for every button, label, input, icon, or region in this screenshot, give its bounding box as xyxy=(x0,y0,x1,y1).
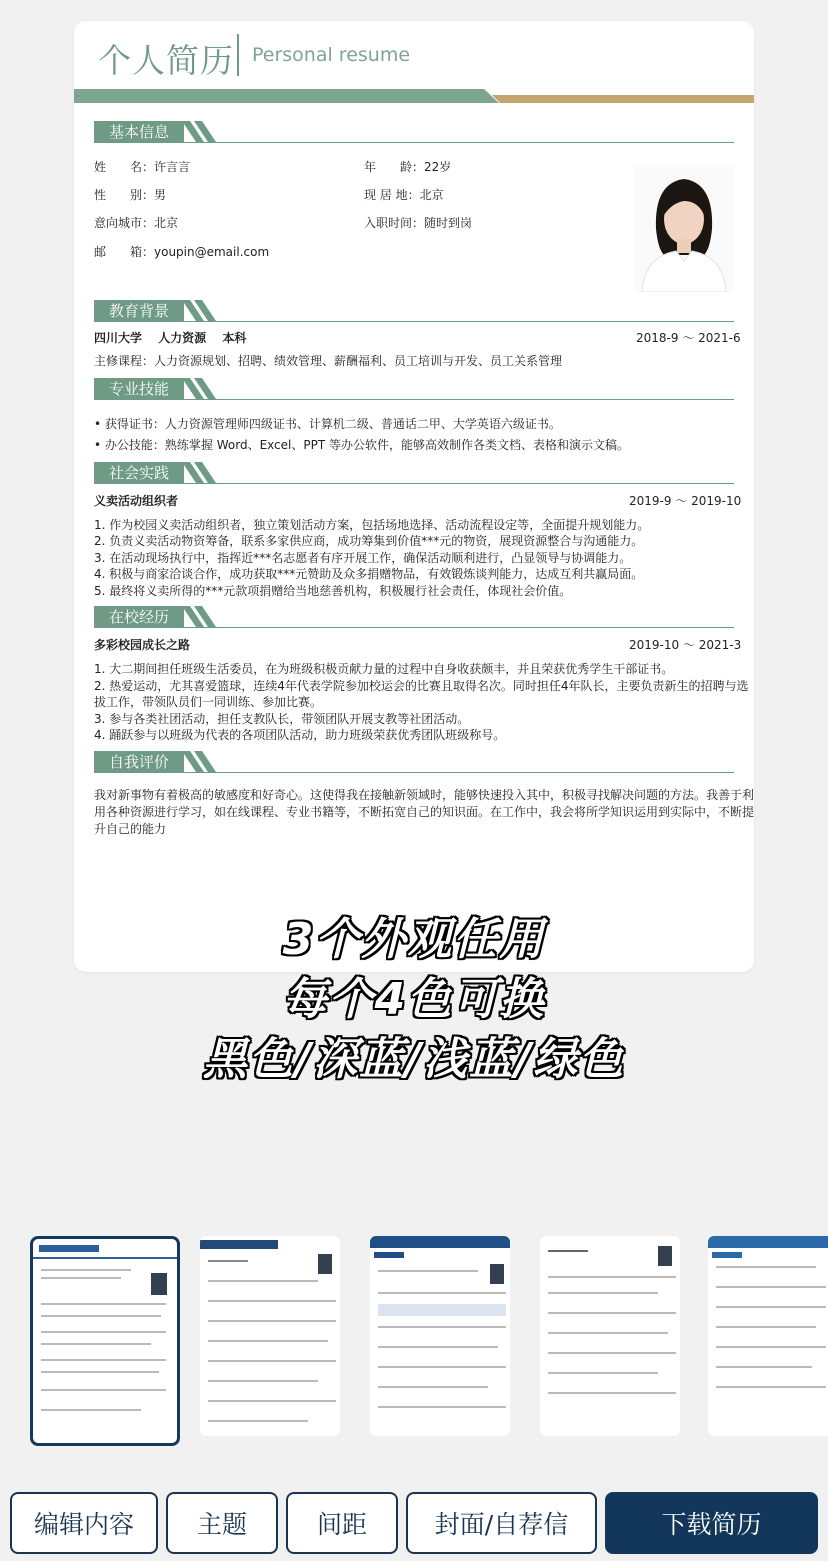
skill-item: • 获得证书：人力资源管理师四级证书、计算机二级、普通话二甲、大学英语六级证书。 xyxy=(94,417,561,431)
practice-date: 2019-9 ～ 2019-10 xyxy=(629,494,742,508)
practice-item: 5. 最终将义卖所得的***元款项捐赠给当地慈善机构，积极履行社会责任，体现社会价值。 xyxy=(94,584,572,598)
title-divider xyxy=(237,34,239,76)
template-thumbnail-4[interactable] xyxy=(540,1236,680,1436)
profile-photo xyxy=(634,165,734,292)
education-date: 2018-9 ～ 2021-6 xyxy=(636,331,741,345)
basic-age: 年 龄：22岁 xyxy=(364,160,452,174)
self-eval-line: 升自己的能力 xyxy=(94,822,167,836)
practice-item: 3. 在活动现场执行中，指挥近***名志愿者有序开展工作，确保活动顺利进行，凸显领导与协调能力。 xyxy=(94,551,632,565)
overlay-line-1: 3个外观任用 xyxy=(282,914,546,965)
resume-preview xyxy=(74,21,754,972)
practice-role: 义卖活动组织者 xyxy=(94,494,179,508)
education-courses: 主修课程：人力资源规划、招聘、绩效管理、薪酬福利、员工培训与开发、员工关系管理 xyxy=(94,354,563,368)
section-header-campus: 在校经历 xyxy=(94,606,734,628)
header-band xyxy=(74,89,754,105)
section-header-basic: 基本信息 xyxy=(94,121,734,143)
template-thumbnail-5[interactable] xyxy=(708,1236,828,1436)
template-thumbnail-3[interactable] xyxy=(370,1236,510,1436)
basic-gender: 性 别：男 xyxy=(94,188,167,202)
edit-content-button[interactable]: 编辑内容 xyxy=(10,1492,158,1554)
campus-title: 多彩校园成长之路 xyxy=(94,638,191,652)
section-header-education: 教育背景 xyxy=(94,300,734,322)
campus-item: 3. 参与各类社团活动，担任支教队长，带领团队开展支教等社团活动。 xyxy=(94,712,470,726)
spacing-button[interactable]: 间距 xyxy=(286,1492,398,1554)
template-thumbnail-2[interactable] xyxy=(200,1236,340,1436)
theme-button[interactable]: 主题 xyxy=(166,1492,278,1554)
template-thumbnail-1[interactable] xyxy=(30,1236,180,1446)
basic-name: 姓 名：许言言 xyxy=(94,160,191,174)
resume-title: 个人简历 xyxy=(98,41,234,80)
overlay-line-2: 每个4色可换 xyxy=(282,974,546,1025)
section-header-self: 自我评价 xyxy=(94,751,734,773)
download-resume-button[interactable]: 下载简历 xyxy=(605,1492,818,1554)
campus-item: 拔工作，带领队员们一同训练、参加比赛。 xyxy=(94,695,323,709)
education-school: 四川大学 人力资源 本科 xyxy=(94,331,247,345)
self-eval-line: 用各种资源进行学习，如在线课程、专业书籍等，不断拓宽自己的知识面。在工作中，我会将所学知识运用到实际中，不断提 xyxy=(94,805,754,819)
campus-item: 2. 热爱运动，尤其喜爱篮球，连续4年代表学院参加校运会的比赛且取得名次。同时担任4年队长，主要负责新生的招聘与选 xyxy=(94,679,749,693)
self-eval-line: 我对新事物有着极高的敏感度和好奇心。这使得我在接触新领域时，能够快速投入其中，积极寻找解决问题的方法。我善于利 xyxy=(94,788,754,802)
overlay-line-3: 黑色/深蓝/浅蓝/绿色 xyxy=(202,1034,626,1085)
practice-item: 2. 负责义卖活动物资筹备，联系多家供应商，成功筹集到价值***元的物资，展现资源整合与沟通能力。 xyxy=(94,534,644,548)
section-header-practice: 社会实践 xyxy=(94,462,734,484)
practice-item: 1. 作为校园义卖活动组织者，独立策划活动方案，包括场地选择、活动流程设定等，全面提升规划能力。 xyxy=(94,518,650,532)
section-header-skills: 专业技能 xyxy=(94,378,734,400)
basic-residence: 现 居 地：北京 xyxy=(364,188,444,202)
basic-email: 邮 箱：youpin@email.com xyxy=(94,245,270,259)
practice-item: 4. 积极与商家洽谈合作，成功获取***元赞助及众多捐赠物品，有效锻炼谈判能力，达成互利共赢局面。 xyxy=(94,567,644,581)
basic-city: 意向城市：北京 xyxy=(94,216,179,230)
resume-subtitle: Personal resume xyxy=(252,44,411,66)
campus-date: 2019-10 ～ 2021-3 xyxy=(629,638,742,652)
basic-entry: 入职时间：随时到岗 xyxy=(364,216,473,230)
campus-item: 1. 大二期间担任班级生活委员，在为班级积极贡献力量的过程中自身收获颇丰，并且荣获优秀学生干部证书。 xyxy=(94,662,674,676)
skill-item: • 办公技能：熟练掌握 Word、Excel、PPT 等办公软件，能够高效制作各类文档、表格和演示文稿。 xyxy=(94,438,629,452)
cover-letter-button[interactable]: 封面/自荐信 xyxy=(406,1492,597,1554)
campus-item: 4. 踊跃参与以班级为代表的各项团队活动，助力班级荣获优秀团队班级称号。 xyxy=(94,728,506,742)
